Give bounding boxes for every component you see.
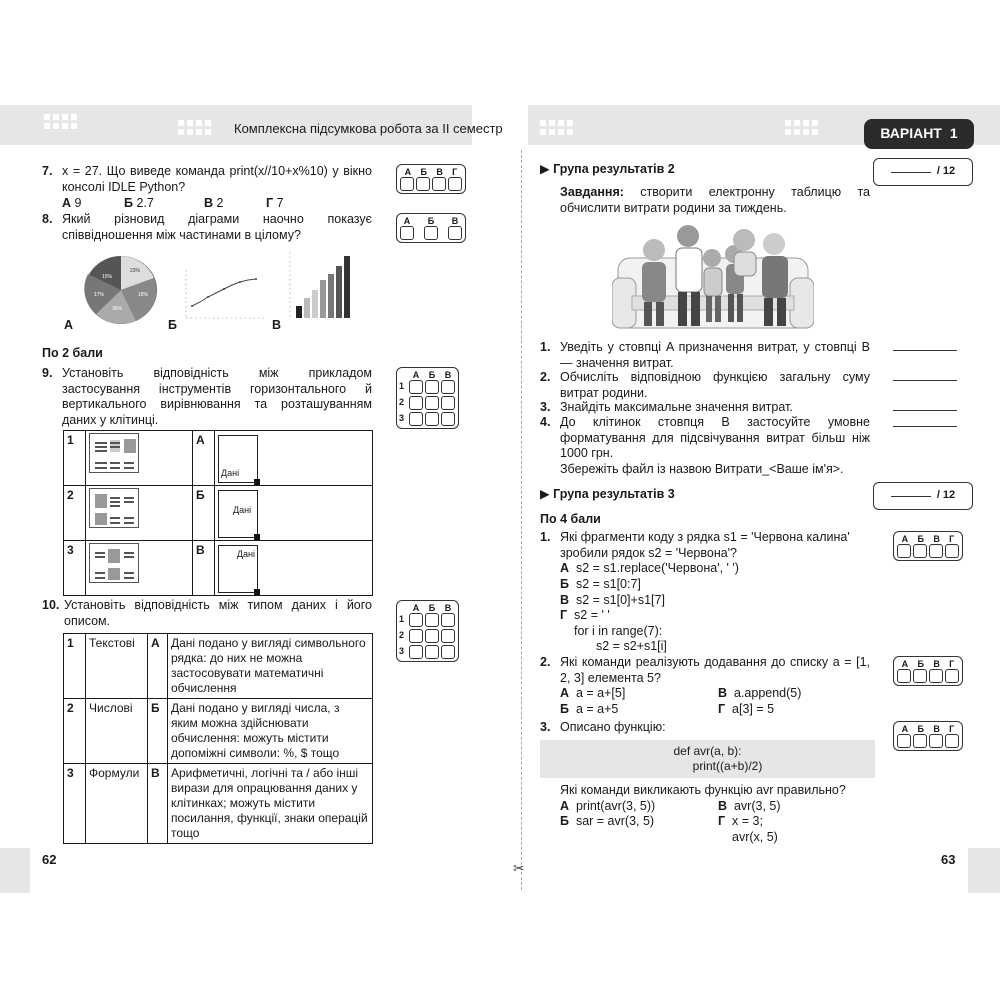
- grid-col: В: [444, 370, 452, 380]
- page-number-right: 63: [941, 852, 956, 867]
- row-number: 1: [64, 431, 86, 486]
- option-row: [560, 702, 718, 718]
- option-letter: В: [718, 686, 728, 701]
- answer-letter: В: [933, 659, 940, 669]
- score-max: / 12: [936, 165, 956, 178]
- code-block: [540, 740, 875, 778]
- data-type: Числові: [86, 699, 148, 764]
- option-value: 9: [74, 196, 82, 211]
- row-letter: В: [148, 764, 168, 844]
- row-number: 2: [64, 486, 86, 541]
- option-letter: Б: [560, 576, 569, 591]
- answer-cell[interactable]: [929, 734, 943, 748]
- answer-box-q7[interactable]: [396, 164, 466, 194]
- answer-cell[interactable]: [897, 544, 911, 558]
- score-blank[interactable]: [891, 496, 931, 497]
- step-text: Знайдіть максимальне значення витрат.: [560, 400, 793, 414]
- answer-letter: Б: [917, 724, 924, 734]
- pie-label: 17%: [94, 292, 105, 298]
- answer-cell[interactable]: [913, 544, 927, 558]
- answer-cell[interactable]: [416, 177, 430, 191]
- answer-letter: В: [933, 534, 940, 544]
- data-description: Дані подано у вигляді символьного рядка: до них не можна застосовувати математичні обчислення: [168, 634, 373, 699]
- grid-col: В: [444, 603, 452, 613]
- answer-cell[interactable]: [409, 380, 423, 394]
- pie-label: 23%: [130, 268, 141, 274]
- cell-data: Дані: [221, 467, 240, 478]
- task-label: Завдання:: [560, 185, 624, 199]
- cell-data: Дані: [233, 505, 252, 515]
- cell-position: [215, 486, 373, 541]
- answer-box-g3-q1[interactable]: [893, 531, 963, 561]
- answer-cell[interactable]: [425, 412, 439, 426]
- option-value: x = 3;: [732, 814, 763, 829]
- answer-cell[interactable]: [425, 629, 439, 643]
- data-type: Текстові: [86, 634, 148, 699]
- option-value: avr(3, 5): [733, 798, 781, 813]
- question-10: [42, 598, 372, 629]
- answer-cell[interactable]: [424, 226, 438, 240]
- option-value: a[3] = 5: [732, 701, 775, 716]
- group-2-title: [540, 162, 675, 178]
- option-label-b: Б: [168, 318, 177, 332]
- question-text: Установіть відповідність між прикладом застосування інструментів горизонтального й вертикального вирівнювання та розташуванням даних у клітинці.: [62, 366, 372, 427]
- section-title: По 4 бали: [540, 512, 601, 526]
- answer-letter: Г: [452, 167, 458, 177]
- question-number: 10.: [42, 598, 60, 612]
- section-title: По 2 бали: [42, 346, 103, 360]
- decor-dots: [540, 120, 573, 135]
- data-description: Арифметичні, логічні та / або інші вирази для опрацювання даних у клітинках; можуть містити посилання, функції, знаки операцій тощо: [168, 764, 373, 844]
- answer-cell[interactable]: [400, 226, 414, 240]
- code-line: def avr(a, b):: [673, 744, 742, 758]
- grid-row: 3: [399, 413, 405, 424]
- pie-label: 15%: [102, 274, 113, 280]
- align-example: [86, 541, 193, 596]
- answer-cell[interactable]: [425, 613, 439, 627]
- option-value: a = a+[5]: [575, 686, 626, 701]
- step-number: 4.: [540, 415, 551, 429]
- option-value: s2 = ' ': [574, 608, 610, 623]
- pie-label: 36%: [112, 306, 123, 312]
- score-blank[interactable]: [891, 172, 931, 173]
- variant-word: ВАРІАНТ: [880, 125, 942, 142]
- answer-letter: А: [404, 167, 412, 177]
- row-number: 3: [64, 764, 86, 844]
- fill-handle-icon: [254, 479, 260, 485]
- answer-letter: А: [901, 534, 909, 544]
- group-3-title: [540, 487, 675, 503]
- step-number: 3.: [540, 400, 551, 414]
- question-number: 9.: [42, 366, 53, 380]
- option-value: a.append(5): [733, 686, 802, 701]
- option-value: sar = avr(3, 5): [575, 814, 655, 829]
- answer-cell[interactable]: [409, 645, 423, 659]
- option-letter: Г: [718, 701, 726, 716]
- answer-letter: В: [451, 216, 459, 226]
- row-letter: Б: [193, 486, 215, 541]
- header-title: Комплексна підсумкова робота за ІІ семестр: [234, 121, 503, 136]
- answer-letter: Г: [949, 534, 955, 544]
- answer-cell[interactable]: [425, 380, 439, 394]
- question-9: [42, 366, 372, 429]
- grid-row: 1: [399, 614, 405, 625]
- answer-cell[interactable]: [945, 734, 959, 748]
- cell-position: [215, 431, 373, 486]
- question-number: 3.: [540, 720, 551, 734]
- align-example: [86, 486, 193, 541]
- row-letter: Б: [148, 699, 168, 764]
- answer-cell[interactable]: [409, 396, 423, 410]
- grid-col: А: [412, 370, 420, 380]
- option-letter: А: [560, 686, 570, 701]
- grid-col: Б: [428, 603, 436, 613]
- option-value: 2.7: [136, 196, 154, 211]
- option-letter: Г: [266, 196, 274, 211]
- question-text: Установіть відповідність між типом даних і його описом.: [64, 598, 372, 628]
- row-letter: А: [193, 431, 215, 486]
- question-g3-3-body: [540, 783, 875, 846]
- option-letter: В: [204, 196, 214, 211]
- cell-frame: [218, 435, 258, 483]
- triangle-icon: ▶: [540, 162, 550, 176]
- option-letter: Г: [718, 814, 726, 829]
- save-instruction: Збережіть файл із назвою Витрати_<Ваше ім'я>.: [560, 461, 844, 476]
- answer-letter: Г: [949, 724, 955, 734]
- answer-cell[interactable]: [441, 613, 455, 627]
- step-2: [540, 370, 870, 401]
- align-example: [86, 431, 193, 486]
- triangle-icon: ▶: [540, 487, 550, 501]
- answer-cell[interactable]: [929, 544, 943, 558]
- page-number-left: 62: [42, 852, 57, 867]
- score-max: / 12: [936, 489, 956, 502]
- data-description: Дані подано у вигляді числа, з яким можна здійснювати обчислення: можуть містити допоміжні символи: %, $ тощо: [168, 699, 373, 764]
- answer-cell[interactable]: [913, 669, 927, 683]
- option-row: [560, 814, 718, 830]
- step-text: До клітинок стовпця B застосуйте умовне форматування для підсвічування витрат більш ніж 1000 грн.: [560, 415, 870, 461]
- question-text: Описано функцію:: [560, 720, 666, 734]
- answer-letter: А: [901, 724, 909, 734]
- option-letter: Б: [124, 196, 133, 211]
- option-row: [560, 608, 870, 624]
- question-g3-1: [540, 530, 870, 655]
- step-number: 2.: [540, 370, 551, 384]
- answer-cell[interactable]: [441, 645, 455, 659]
- answer-cell[interactable]: [409, 629, 423, 643]
- option-row: [718, 686, 868, 702]
- grid-col: А: [412, 603, 420, 613]
- step-1: [540, 340, 870, 371]
- answer-letter: В: [933, 724, 940, 734]
- option-value: 2: [216, 196, 224, 211]
- option-letter: А: [560, 798, 570, 813]
- answer-cell[interactable]: [945, 669, 959, 683]
- option-value: s2 = s1[0:7]: [575, 576, 641, 591]
- group-2-label: Група результатів 2: [553, 162, 675, 176]
- step-text: Обчисліть відповідною функцією загальну суму витрат родини.: [560, 370, 870, 400]
- option-value: a = a+5: [575, 701, 619, 716]
- page-fold: [521, 150, 522, 890]
- row-letter: В: [193, 541, 215, 596]
- fill-handle-icon: [254, 589, 260, 595]
- answer-cell[interactable]: [425, 396, 439, 410]
- answer-letter: Б: [420, 167, 427, 177]
- answer-letter: В: [436, 167, 443, 177]
- code-line: print((a+b)/2): [692, 759, 763, 773]
- question-text: Який різновид діаграми наочно показує співвідношення між частинами в цілому?: [62, 212, 372, 242]
- match-table-q9: [63, 430, 373, 596]
- option-row: [560, 577, 870, 593]
- option-letter: Б: [560, 701, 569, 716]
- answer-line[interactable]: [893, 426, 957, 427]
- option-row: [560, 799, 718, 815]
- cell-position: [215, 541, 373, 596]
- fill-handle-icon: [254, 534, 260, 540]
- question-7: [42, 164, 372, 212]
- decor-dots: [178, 120, 211, 135]
- answer-cell[interactable]: [897, 734, 911, 748]
- grid-row: 2: [399, 630, 405, 641]
- step-text: Уведіть у стовпці A призначення витрат, у стовпці B — значення витрат.: [560, 340, 870, 370]
- question-text: x = 27. Що виведе команда print(x//10+x%10) у вікно консолі IDLE Python?: [62, 164, 372, 194]
- group-3-label: Група результатів 3: [553, 487, 675, 501]
- option-letter: В: [718, 798, 728, 813]
- answer-letter: Б: [427, 216, 435, 226]
- option-continuation: avr(x, 5): [732, 829, 778, 844]
- data-type: Формули: [86, 764, 148, 844]
- left-footer-band: [0, 848, 30, 893]
- answer-cell[interactable]: [432, 177, 446, 191]
- family-illustration: [612, 218, 814, 332]
- answer-box-g3-q2[interactable]: [893, 656, 963, 686]
- task-statement: [560, 185, 870, 216]
- row-number: 1: [64, 634, 86, 699]
- grid-row: 1: [399, 381, 405, 392]
- decor-dots: [44, 114, 77, 129]
- grid-row: 2: [399, 397, 405, 408]
- step-4: [540, 415, 870, 478]
- grid-col: Б: [428, 370, 436, 380]
- option-row: [560, 686, 718, 702]
- option-label-c: В: [272, 318, 282, 332]
- question-text: Які команди реалізують додавання до списку a = [1, 2, 3] елемента 5?: [560, 655, 870, 685]
- answer-letter: Г: [949, 659, 955, 669]
- variant-badge: [864, 119, 974, 149]
- cell-data: Дані: [236, 549, 255, 559]
- option-letter: А: [560, 561, 570, 576]
- answer-letter: А: [901, 659, 909, 669]
- option-letter: А: [62, 196, 72, 211]
- step-number: 1.: [540, 340, 551, 354]
- bar-chart-thumbnail: [286, 250, 360, 324]
- row-letter: А: [148, 634, 168, 699]
- pie-label: 18%: [138, 292, 149, 298]
- option-letter: В: [560, 592, 570, 607]
- option-letter: Г: [560, 608, 568, 623]
- answer-cell[interactable]: [448, 226, 462, 240]
- question-number: 1.: [540, 530, 551, 544]
- answer-cell[interactable]: [441, 629, 455, 643]
- option-row: [718, 814, 868, 830]
- row-number: 2: [64, 699, 86, 764]
- match-grid-q9[interactable]: [396, 367, 459, 429]
- option-value: print(avr(3, 5)): [575, 798, 656, 813]
- align-thumbnail: [89, 488, 139, 528]
- variant-number: 1: [949, 125, 958, 142]
- task-text: створити електронну таблицю та обчислити витрати родини за тиждень.: [560, 185, 871, 215]
- answer-cell[interactable]: [409, 412, 423, 426]
- answer-cell[interactable]: [400, 177, 414, 191]
- answer-cell[interactable]: [441, 412, 455, 426]
- answer-cell[interactable]: [448, 177, 462, 191]
- question-number: 7.: [42, 164, 53, 178]
- step-3: [540, 400, 870, 416]
- answer-cell[interactable]: [441, 396, 455, 410]
- answer-cell[interactable]: [441, 380, 455, 394]
- answer-line[interactable]: [893, 350, 957, 351]
- question-g3-3: [540, 720, 870, 736]
- option-row: [718, 799, 868, 815]
- answer-box-g3-q3[interactable]: [893, 721, 963, 751]
- question-text: Які команди викликають функцію avr правильно?: [560, 783, 846, 797]
- option-value: s2 = s1.replace('Червона', ' '): [575, 561, 739, 576]
- answer-letter: А: [403, 216, 411, 226]
- line-chart-thumbnail: [178, 268, 268, 324]
- grid-row: 3: [399, 646, 405, 657]
- score-box-group-3[interactable]: [873, 482, 973, 510]
- align-thumbnail: [89, 543, 139, 583]
- answer-cell[interactable]: [913, 734, 927, 748]
- right-footer-band: [968, 848, 1000, 893]
- question-text: Які фрагменти коду з рядка s1 = 'Червона калина' зробили рядок s2 = 'Червона'?: [560, 530, 850, 560]
- answer-box-q8[interactable]: [396, 213, 466, 243]
- scissors-icon: ✂: [513, 860, 525, 876]
- answer-line[interactable]: [893, 410, 957, 411]
- code-line: s2 = s2+s1[i]: [596, 639, 667, 654]
- pie-chart-thumbnail: [76, 254, 166, 326]
- answer-letter: Б: [917, 659, 924, 669]
- answer-cell[interactable]: [409, 613, 423, 627]
- answer-line[interactable]: [893, 380, 957, 381]
- option-label-a: А: [64, 318, 74, 332]
- cell-frame: [218, 545, 258, 593]
- option-row: [560, 561, 870, 577]
- row-number: 3: [64, 541, 86, 596]
- option-value: 7: [276, 196, 284, 211]
- question-number: 8.: [42, 212, 53, 226]
- options-row: [62, 196, 372, 212]
- option-row: [718, 702, 868, 718]
- answer-cell[interactable]: [897, 669, 911, 683]
- option-value: s2 = s1[0]+s1[7]: [575, 592, 665, 607]
- match-table-q10: [63, 633, 373, 844]
- score-box-group-2[interactable]: [873, 158, 973, 186]
- answer-cell[interactable]: [425, 645, 439, 659]
- question-number: 2.: [540, 655, 551, 669]
- answer-cell[interactable]: [945, 544, 959, 558]
- cell-frame: [218, 490, 258, 538]
- option-row: [560, 593, 870, 609]
- decor-dots: [785, 120, 818, 135]
- question-8: [42, 212, 372, 243]
- answer-cell[interactable]: [929, 669, 943, 683]
- option-letter: Б: [560, 814, 569, 829]
- align-thumbnail: [89, 433, 139, 473]
- code-line: for i in range(7):: [574, 623, 663, 638]
- match-grid-q10[interactable]: [396, 600, 459, 662]
- answer-letter: Б: [917, 534, 924, 544]
- question-g3-2: [540, 655, 870, 718]
